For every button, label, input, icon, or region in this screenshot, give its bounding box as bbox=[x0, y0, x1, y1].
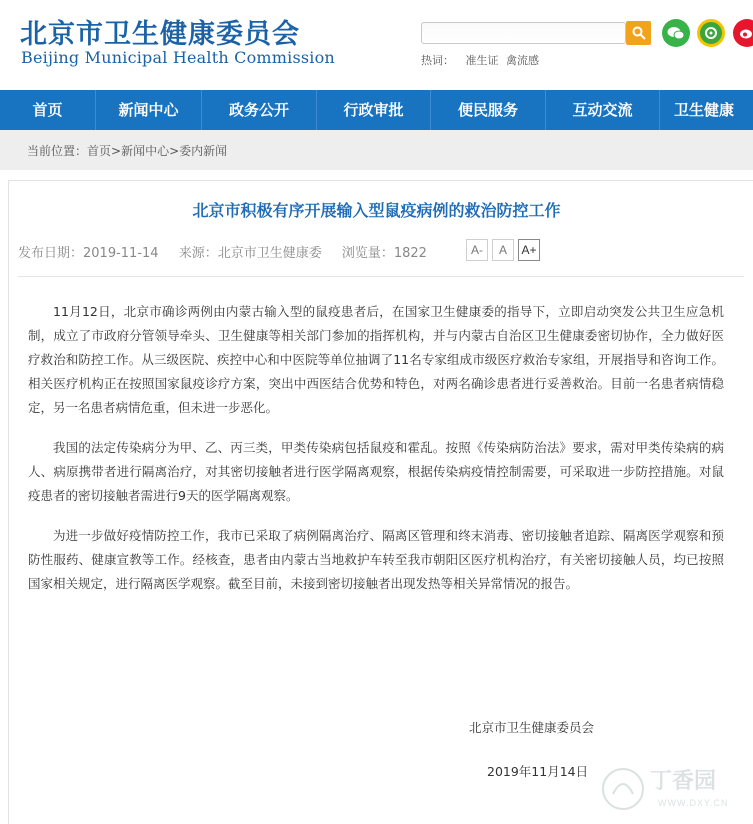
breadcrumb-news[interactable]: 新闻中心 bbox=[121, 144, 170, 158]
font-increase-button[interactable]: A+ bbox=[518, 239, 540, 261]
hot-words bbox=[421, 52, 539, 68]
article-meta bbox=[18, 242, 443, 261]
breadcrumb-bar bbox=[0, 130, 753, 170]
divider bbox=[18, 276, 744, 277]
search-input[interactable] bbox=[421, 22, 626, 44]
article-signature: 北京市卫生健康委员会 bbox=[469, 720, 595, 735]
watermark-cn: 丁香园 bbox=[650, 769, 717, 794]
weibo-icon[interactable] bbox=[733, 19, 753, 47]
search-icon bbox=[632, 26, 646, 40]
article-sign-date: 2019年11月14日 bbox=[487, 764, 589, 779]
hot-word-link[interactable]: 准生证 bbox=[465, 54, 499, 67]
breadcrumb-separator: > bbox=[169, 144, 180, 158]
view-count: 浏览量：1822 bbox=[341, 246, 427, 261]
font-normal-button[interactable]: A bbox=[492, 239, 514, 261]
font-size-controls bbox=[466, 239, 540, 261]
watermark-logo-icon bbox=[598, 764, 648, 814]
nav-item-news[interactable]: 新闻中心 bbox=[96, 90, 202, 130]
breadcrumb-prefix: 当前位置： bbox=[27, 144, 88, 158]
hot-word-link[interactable]: 禽流感 bbox=[506, 54, 539, 67]
weixin-icon[interactable] bbox=[697, 19, 725, 47]
publish-date: 发布日期：2019-11-14 bbox=[18, 246, 159, 261]
nav-item-health[interactable]: 卫生健康 bbox=[674, 101, 735, 119]
article-paragraph: 11月12日，北京市确诊两例由内蒙古输入型的鼠疫患者后，在国家卫生健康委的指导下，立即启动突发公共卫生应急机制，成立了市政府分管领导牵头、卫生健康等相关部门参加的指挥机构，并与内蒙古自治区卫生健康委密切协作，全力做好医疗救治和防控工作。从三级医院、疾控中心和中医院等单位抽调了11名专家组成市级医疗救治专家组，开展指导和咨询工作。相关医疗机构正在按照国家鼠疫诊疗方案，突出中西医结合优势和特色，对两名确诊患者进行妥善救治。目前一名患者病情稳定，另一名患者病情危重，但未进一步恶化。 bbox=[28, 304, 724, 415]
breadcrumb bbox=[27, 142, 227, 159]
hot-words-label: 热词： bbox=[421, 54, 454, 67]
logo-en[interactable]: Beijing Municipal Health Commission bbox=[21, 48, 335, 67]
watermark-en: WWW.DXY.CN bbox=[658, 798, 729, 808]
breadcrumb-internal-news[interactable]: 委内新闻 bbox=[179, 144, 228, 158]
nav-item-approval[interactable]: 行政审批 bbox=[317, 90, 431, 130]
wechat-icon[interactable] bbox=[662, 19, 690, 47]
article-paragraph: 为进一步做好疫情防控工作，我市已采取了病例隔离治疗、隔离区管理和终末消毒、密切接触者追踪、隔离医学观察和预防性服药、健康宣教等工作。经核查，患者由内蒙古当地救护车转至我市朝阳区医疗机构治疗，有关密切接触人员，均已按照国家相关规定，进行隔离医学观察。截至目前，未接到密切接触者出现发热等相关异常情况的报告。 bbox=[28, 528, 724, 591]
article-body bbox=[28, 300, 724, 612]
nav-item-service[interactable]: 便民服务 bbox=[431, 90, 546, 130]
nav-item-interact[interactable]: 互动交流 bbox=[546, 90, 660, 130]
article-paragraph: 我国的法定传染病分为甲、乙、丙三类，甲类传染病包括鼠疫和霍乱。按照《传染病防治法》要求，需对甲类传染病的病人、病原携带者进行隔离治疗，对其密切接触者进行医学隔离观察，根据传染病疫情控制需要，可采取进一步防控措施。对鼠疫患者的密切接触者需进行9天的医学隔离观察。 bbox=[28, 440, 724, 503]
search-button[interactable] bbox=[626, 21, 651, 45]
logo-cn[interactable]: 北京市卫生健康委员会 bbox=[20, 19, 300, 50]
breadcrumb-separator: > bbox=[111, 144, 122, 158]
article-title: 北京市积极有序开展输入型鼠疫病例的救治防控工作 bbox=[192, 201, 561, 220]
watermark bbox=[598, 762, 748, 817]
article-source: 来源：北京市卫生健康委 bbox=[178, 246, 322, 261]
nav-item-home[interactable]: 首页 bbox=[0, 90, 96, 130]
breadcrumb-home[interactable]: 首页 bbox=[87, 144, 112, 158]
main-nav bbox=[0, 90, 753, 130]
site-header bbox=[0, 0, 753, 90]
nav-item-gov[interactable]: 政务公开 bbox=[202, 90, 317, 130]
font-decrease-button[interactable]: A- bbox=[466, 239, 488, 261]
